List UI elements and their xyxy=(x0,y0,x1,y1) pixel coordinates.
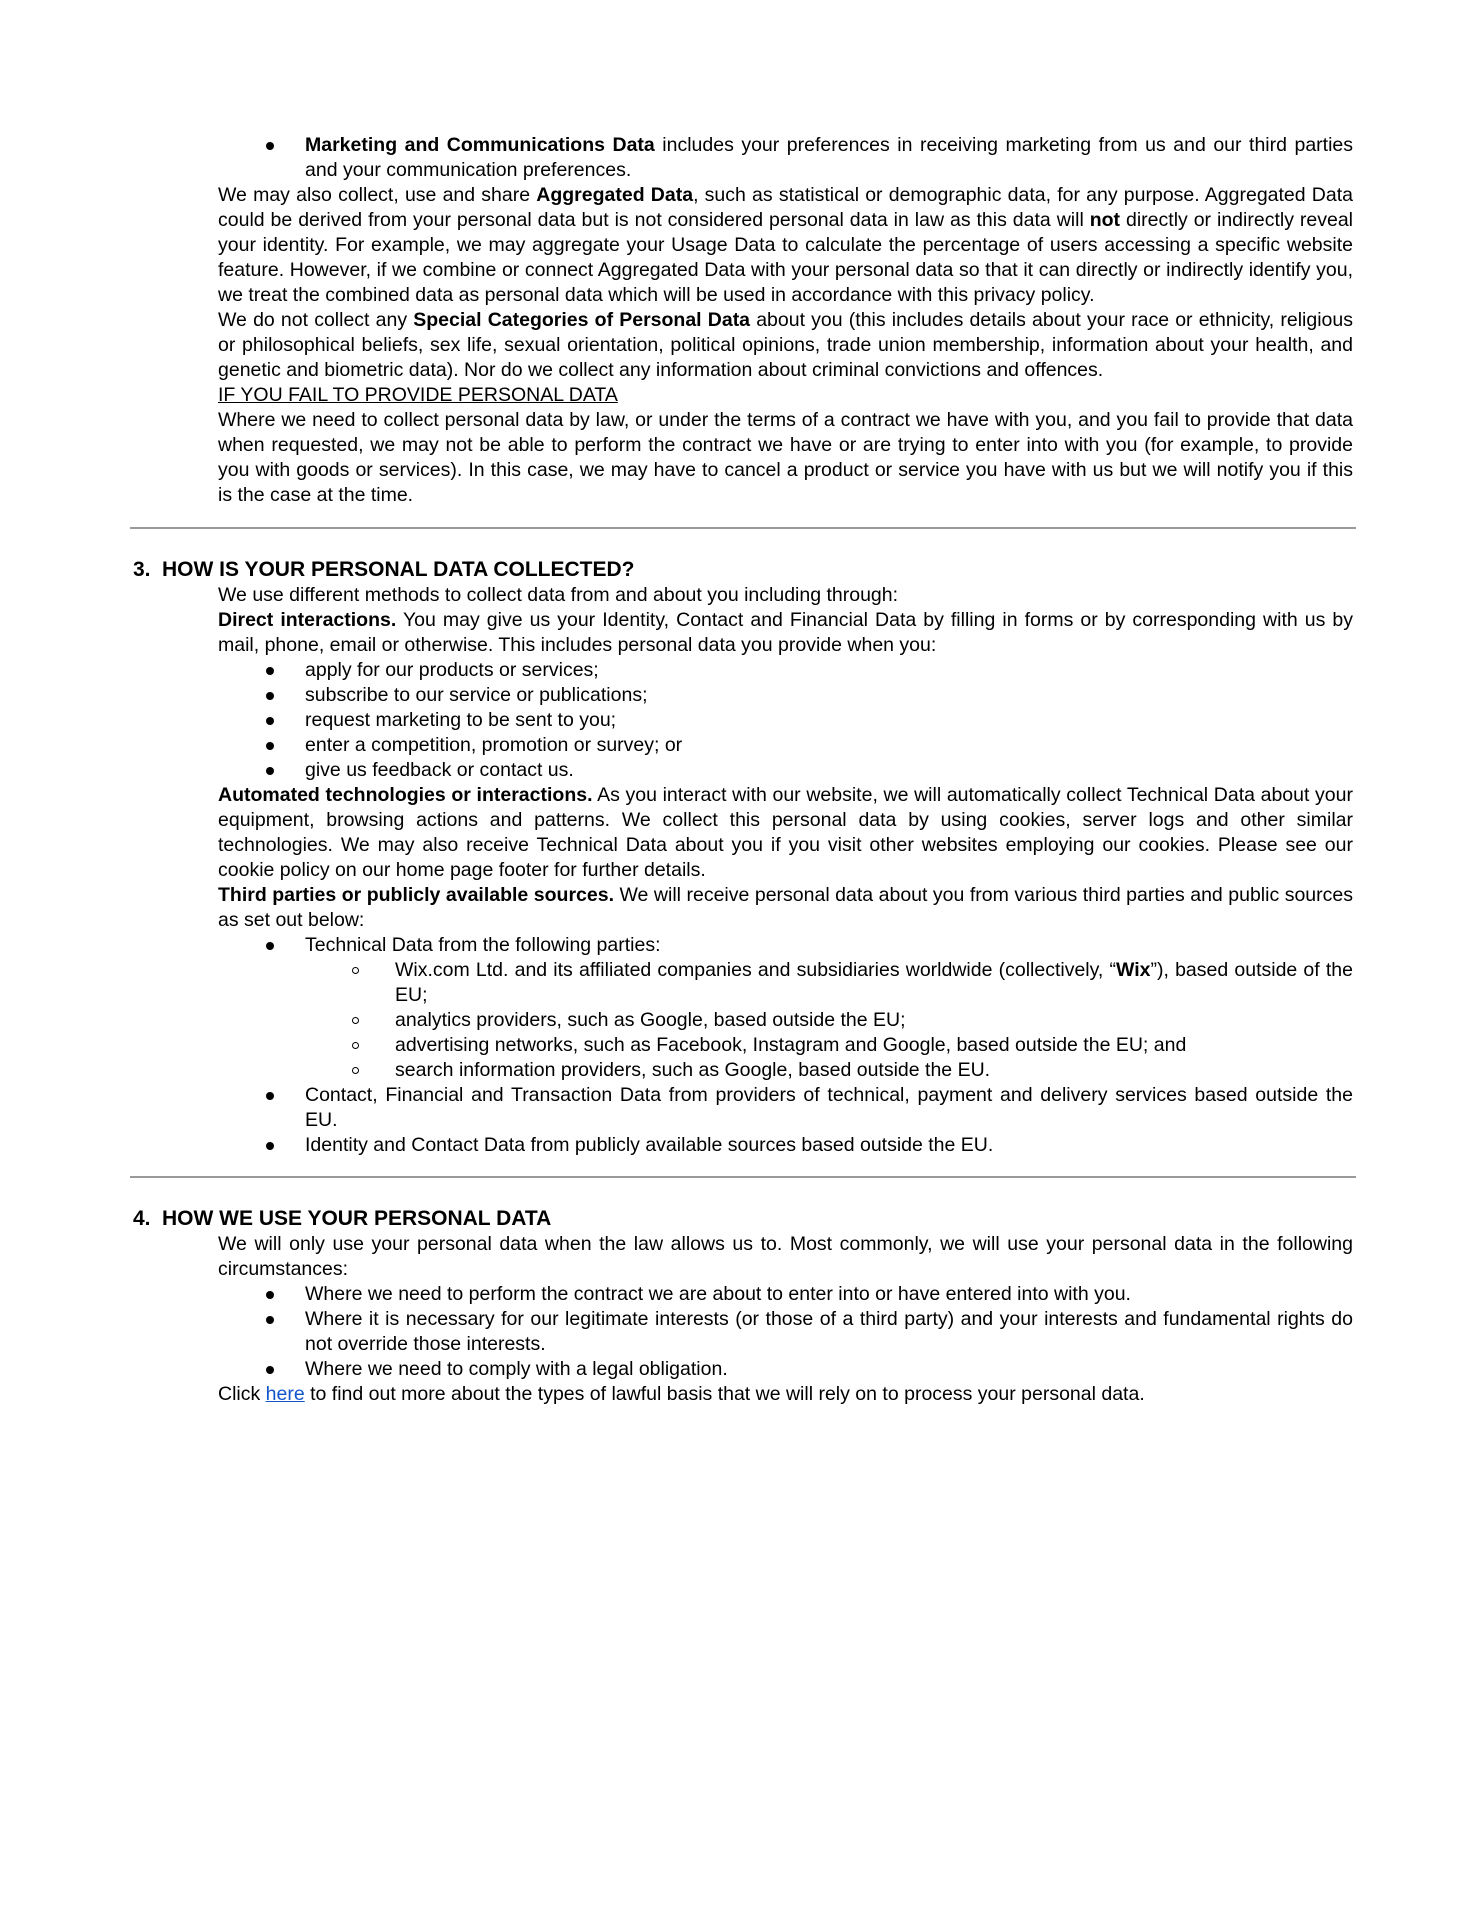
list-item: search information providers, such as Google, based outside the EU. xyxy=(218,1058,1353,1083)
text-run: As you interact with our website, we will automatically collect Technical Data about your equipment, browsing actions and patterns. We collect this personal data by using cookies, server logs and other similar technologies. We may also receive Technical Data about you if you visit other websites employing our cookies. Please see our cookie policy on our home page footer for further details. xyxy=(218,784,1353,881)
list-item: Identity and Contact Data from publicly available sources based outside the EU. xyxy=(218,1133,1353,1158)
text-run: includes your preferences in receiving marketing from us and our third parties and your communication preferences. xyxy=(305,134,1354,181)
para-automated-technologies xyxy=(218,783,1353,883)
list-item: enter a competition, promotion or survey; or xyxy=(218,733,1353,758)
bold-text: Direct interactions. xyxy=(218,609,397,631)
section-divider xyxy=(130,527,1356,529)
para-direct-interactions xyxy=(218,608,1353,658)
para-click-here xyxy=(218,1382,1353,1407)
list-item: subscribe to our service or publications; xyxy=(218,683,1353,708)
bold-text: Wix xyxy=(1116,959,1151,981)
list-item: Where we need to perform the contract we are about to enter into or have entered into with you. xyxy=(218,1282,1353,1307)
text-run: about you (this includes details about your race or ethnicity, religious or philosophical beliefs, sex life, sexual orientation, political opinions, trade union membership, information about your health, and genetic and biometric data). Nor do we collect any information about criminal convictions and offences. xyxy=(218,309,1354,381)
list-item: give us feedback or contact us. xyxy=(218,758,1353,783)
bold-text: Special Categories of Personal Data xyxy=(413,309,751,331)
section-divider xyxy=(130,1176,1356,1178)
text-run: to find out more about the types of lawful basis that we will rely on to process your personal data. xyxy=(304,1383,1145,1405)
text-run: directly or indirectly reveal your identity. For example, we may aggregate your Usage Data to calculate the percentage of users accessing a specific website feature. However, if we combine or connect Aggregated Data with your personal data so that it can directly or indirectly identify you, we treat the combined data as personal data which will be used in accordance with this privacy policy. xyxy=(218,209,1353,306)
text-run: We do not collect any xyxy=(218,309,414,331)
para-special-categories xyxy=(218,308,1353,383)
text-run: We may also collect, use and share xyxy=(218,184,537,206)
text-run: Click xyxy=(218,1383,266,1405)
bold-text: Aggregated Data xyxy=(536,184,694,206)
text-run: ”), based outside of the EU; xyxy=(395,959,1353,1006)
section-4-title: HOW WE USE YOUR PERSONAL DATA xyxy=(162,1207,552,1230)
subheading-fail-to-provide: IF YOU FAIL TO PROVIDE PERSONAL DATA xyxy=(218,384,618,406)
list-item: apply for our products or services; xyxy=(218,658,1353,683)
list-item: Where it is necessary for our legitimate interests (or those of a third party) and your interests and fundamental rights do not override those interests. xyxy=(218,1307,1353,1357)
list-third-party-sources xyxy=(218,933,1353,1158)
list-item xyxy=(218,133,1353,183)
text-run: You may give us your Identity, Contact and Financial Data by filling in forms or by corresponding with us by mail, phone, email or otherwise. This includes personal data you provide when you: xyxy=(218,609,1353,656)
list-lawful-bases xyxy=(218,1282,1353,1382)
list-marketing-communications xyxy=(218,133,1353,183)
para-collection-methods: We use different methods to collect data from and about you including through: xyxy=(218,584,899,606)
bold-text: Marketing and Communications Data xyxy=(305,134,655,156)
para-lawful-use: We will only use your personal data when the law allows us to. Most commonly, we will use your personal data in the following circumstances: xyxy=(218,1233,1353,1280)
list-item: analytics providers, such as Google, based outside the EU; xyxy=(218,1008,1353,1033)
list-item: advertising networks, such as Facebook, Instagram and Google, based outside the EU; and xyxy=(218,1033,1353,1058)
here-link[interactable]: here xyxy=(265,1383,305,1405)
list-item: Contact, Financial and Transaction Data from providers of technical, payment and delivery services based outside the EU. xyxy=(218,1083,1353,1133)
bold-text: Third parties or publicly available sources. xyxy=(218,884,614,906)
para-aggregated-data xyxy=(218,183,1353,308)
text-run: We will receive personal data about you from various third parties and public sources as set out below: xyxy=(218,884,1353,931)
section-3-heading xyxy=(133,557,1484,583)
text-run: , such as statistical or demographic data, for any purpose. Aggregated Data could be derived from your personal data but is not considered personal data in law as this data will xyxy=(218,184,1353,231)
list-item xyxy=(218,958,1353,1008)
section-4-number: 4. xyxy=(133,1207,151,1230)
section-4-heading xyxy=(133,1206,1484,1232)
para-fail-to-provide: Where we need to collect personal data by law, or under the terms of a contract we have with you, and you fail to provide that data when requested, we may not be able to perform the contract we have or are trying to enter into with you (for example, to provide you with goods or services). In this case, we may have to cancel a product or service you have with us but we will notify you if this is the case at the time. xyxy=(218,409,1353,506)
bold-text: Automated technologies or interactions. xyxy=(218,784,593,806)
bold-text: not xyxy=(1089,209,1121,231)
text-run: Wix.com Ltd. and its affiliated companies and subsidiaries worldwide (collectively, “ xyxy=(395,959,1117,981)
list-direct-interactions xyxy=(218,658,1353,783)
para-third-parties xyxy=(218,883,1353,933)
list-item: request marketing to be sent to you; xyxy=(218,708,1353,733)
section-3-title: HOW IS YOUR PERSONAL DATA COLLECTED? xyxy=(162,558,635,581)
list-item: Where we need to comply with a legal obligation. xyxy=(218,1357,1353,1382)
section-3-number: 3. xyxy=(133,558,151,581)
list-item: Technical Data from the following parties: xyxy=(218,933,1353,958)
